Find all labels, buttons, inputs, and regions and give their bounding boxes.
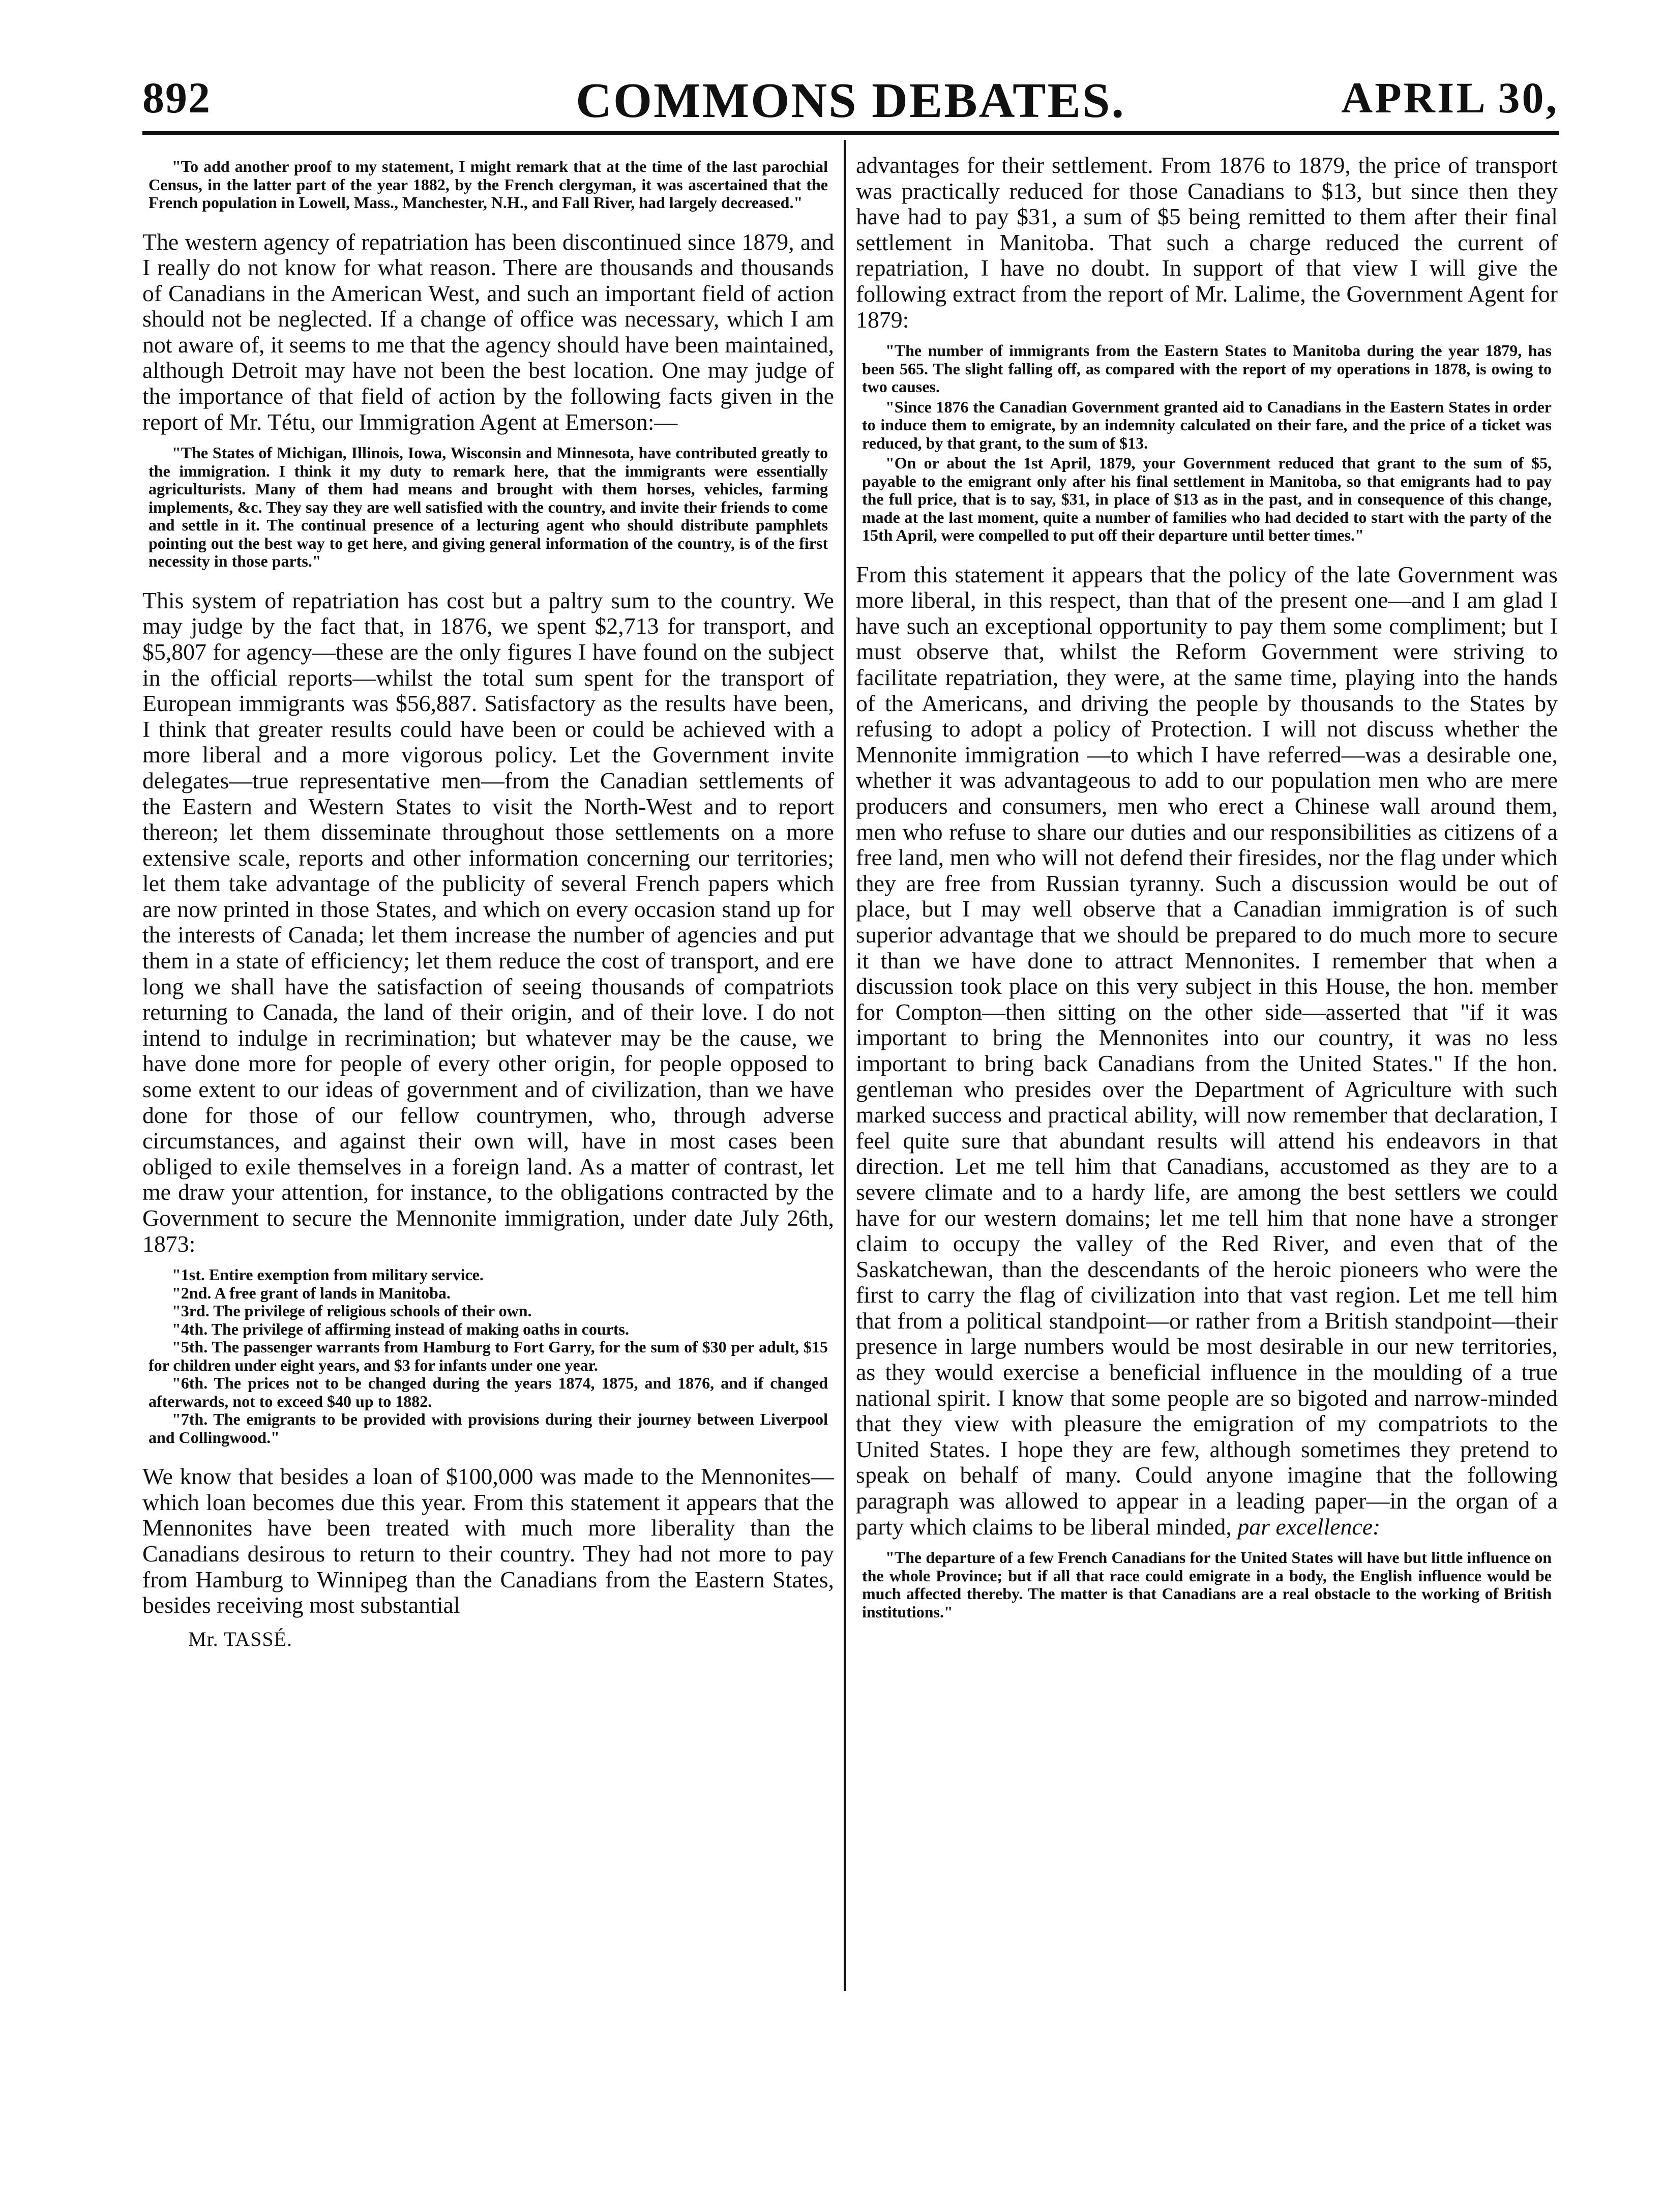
page-date: APRIL 30,	[1341, 73, 1559, 122]
paragraph-western-agency: The western agency of repatriation has been discontinued since 1879, and I really do not know for what reason. There are thousands and thousands of Canadians in the American West, and such an important field of action should not be neglected. If a change of office was necessary, which I am not aware of, it seems to me that the agency should have been maintained, although Detroit may have not been the best location. One may judge of the importance of that field of action by the following facts given in the report of Mr. Tétu, our Immigration Agent at Emerson:—	[142, 228, 834, 435]
speaker-footer: Mr. TASSÉ.	[188, 1627, 292, 1650]
page-header	[142, 60, 1559, 135]
list-item: "1st. Entire exemption from military service.	[172, 1265, 484, 1284]
left-column	[142, 153, 834, 1651]
paragraph-repatriation-cost: This system of repatriation has cost but a paltry sum to the country. We may judge by the fact that, in 1876, we spent $2,713 for transport, and $5,807 for agency—these are the only figures I have found on the subject in the official reports—whilst the total sum spent for the transport of European immigrants was $56,887. Satisfactory as the results have been, I think that greater results could have been or could be achieved with a more liberal and a more vigorous policy. Let the Government invite delegates—true representative men—from the Canadian settlements of the Eastern and Western States to visit the North-West and to report thereon; let them disseminate throughout those settlements on a more extensive scale, reports and other information concerning our territories; let them take advantage of the publicity of several French papers which are now printed in those States, and which on every occasion stand up for the interests of Canada; let them increase the number of agencies and put them in a state of efficiency; let them reduce the cost of transport, and ere long we shall have the satisfaction of seeing thousands of compatriots returning to Canada, the land of their origin, and of their love. I do not intend to indulge in recrimination; but whatever may be the cause, we have done more for people of every other origin, for people opposed to some extent to our ideas of government and of civilization, than we have done for those of our fellow countrymen, who, through adverse circumstances, and against their own will, have in most cases been obliged to exile themselves in a foreign land. As a matter of contrast, let me draw your attention, for instance, to the obligations contracted by the Government to secure the Mennonite immigration, under date July 26th, 1873:	[142, 587, 834, 1257]
quote-tetu-report: "The States of Michigan, Illinois, Iowa, Wisconsin and Minnesota, have contributed greatly to the immigration. I think it my duty to remark here, that the immigrants were essentially agriculturists. Many of them had means and brought with them horses, vehicles, farming implements, &c. They say they are well satisfied with the country, and invite their friends to come and settle in it. The continual presence of a lecturing agent who should distribute pamphlets pointing out the best way to get here, and giving general information of the country, is of the first necessity in those parts."	[149, 444, 828, 571]
quote-census: "To add another proof to my statement, I might remark that at the time of the last parochial Census, in the latter part of the year 1882, by the French clergyman, it was ascertained that the French population in Lowell, Mass., Manchester, N.H., and Fall River, had largely decreased."	[149, 157, 828, 212]
column-divider	[844, 140, 846, 1991]
paragraph-policy-text: From this statement it appears that the policy of the late Government was more liberal, in this respect, than that of the present one—and I am glad I have such an exceptional opportunity to pay them some compliment; but I must observe that, whilst the Reform Government were striving to facilitate repatriation, they were, at the same time, playing into the hands of the Americans, and driving the people by thousands to the States by refusing to adopt a policy of Protection. I will not discuss whether the Mennonite immigration —to which I have referred—was a desirable one, whether it was advantageous to add to our population men who are mere producers and consumers, men who erect a Chinese wall around them, men who refuse to share our duties and our responsibilities as citizens of a free land, men who will not defend their firesides, nor the flag under which they are free from Russian tyranny. Such a discussion would be out of place, but I may well observe that a Canadian immigration is of such superior advantage that we should be prepared to do much more to secure it than we have done to attract Mennonites. I remember that when a discussion took place on this very subject in this House, the hon. member for Compton—then sitting on the other side—asserted that "if it was important to bring the Mennonites into our country, it was no less important to bring back Canadians from the United States." If the hon. gentleman who presides over the Department of Agriculture with such marked success and practical ability, will now remember that declaration, I feel quite sure that abundant results will attend his endeavors in that direction. Let me tell him that Canadians, accustomed as they are to a severe climate and to a hardy life, are among the best settlers we could have for our western domains; let me tell him that none have a stronger claim to occupy the valley of the Red River, and even that of the Saskatchewan, than the descendants of the heroic pioneers who were the first to carry the flag of civilization into that vast region. Let me tell him that from a political standpoint—or rather from a British standpoint—their presence in large numbers would be most desirable in our new territories, as they would exercise a beneficial influence in the moulding of a true national spirit. I know that some people are so bigoted and narrow-minded that they view with pleasure the emigration of my compatriots to the United States. I hope they are few, although sometimes they pretend to speak on behalf of many. Could anyone imagine that the following paragraph was allowed to appear in a leading paper—in the organ of a party which claims to be liberal minded,	[856, 561, 1558, 1540]
mennonite-obligations-list	[149, 1266, 828, 1447]
quote-block	[862, 342, 1552, 545]
list-item: "2nd. A free grant of lands in Manitoba.	[172, 1283, 451, 1302]
list-item: "3rd. The privilege of religious schools of their own.	[172, 1302, 532, 1320]
list-item: "7th. The emigrants to be provided with provisions during their journey between Liverpool and Collingwood."	[149, 1410, 828, 1447]
quote-block	[149, 444, 828, 571]
right-column	[856, 153, 1558, 1638]
quote-lalime-1: "The number of immigrants from the Eastern States to Manitoba during the year 1879, has been 565. The slight falling off, as compared with the report of my operations in 1878, is owing to two causes.	[862, 341, 1552, 396]
quote-french-canadians: "The departure of a few French Canadians for the United States will have but little influence on the whole Province; but if all that race could emigrate in a body, the English influence would be much affected thereby. The matter is that Canadians are a real obstacle to the working of British institutions."	[862, 1548, 1552, 1621]
quote-lalime-3: "On or about the 1st April, 1879, your Government reduced that grant to the sum of $5, payable to the emigrant only after his final settlement in Manitoba, so that emigrants had to pay the full price, that is to say, $31, in place of $13 as in the past, and in consequence of this change, made at the last moment, quite a number of families who had decided to start with the party of the 15th April, were compelled to put off their departure until better times."	[862, 454, 1552, 545]
list-item: "5th. The passenger warrants from Hamburg to Fort Garry, for the sum of $30 per adult, $15 for children under eight years, and $3 for infants under one year.	[149, 1338, 828, 1374]
list-item: "4th. The privilege of affirming instead of making oaths in courts.	[172, 1319, 629, 1338]
page-title: COMMONS DEBATES.	[576, 73, 1125, 128]
quote-lalime-2: "Since 1876 the Canadian Government granted aid to Canadians in the Eastern States in order to induce them to emigrate, by an indemnity calculated on their fare, and the price of a ticket was reduced, by that grant, to the sum of $13.	[862, 397, 1552, 452]
list-item: "6th. The prices not to be changed during the years 1874, 1875, and 1876, and if changed afterwards, not to exceed $40 up to 1882.	[149, 1374, 828, 1410]
page-number: 892	[142, 73, 211, 122]
quote-block	[149, 158, 828, 212]
paragraph-mennonite-loan: We know that besides a loan of $100,000 was made to the Mennonites—which loan becomes due this year. From this statement it appears that the Mennonites have been treated with much more liberality than the Canadians desirous to return to their country. They had not more to pay from Hamburg to Winnipeg than the Canadians from the Eastern States, besides receiving most substantial	[142, 1463, 834, 1618]
paragraph-transport-price: advantages for their settlement. From 1876 to 1879, the price of transport was practically reduced for those Canadians to $13, but since then they have had to pay $31, a sum of $5 being remitted to them after their final settlement in Manitoba. That such a charge reduced the current of repatriation, I have no doubt. In support of that view I will give the following extract from the report of Mr. Lalime, the Government Agent for 1879:	[856, 153, 1558, 333]
quote-block	[862, 1549, 1552, 1621]
italic-phrase: par excellence:	[1237, 1513, 1381, 1540]
paragraph-policy	[856, 562, 1558, 1540]
